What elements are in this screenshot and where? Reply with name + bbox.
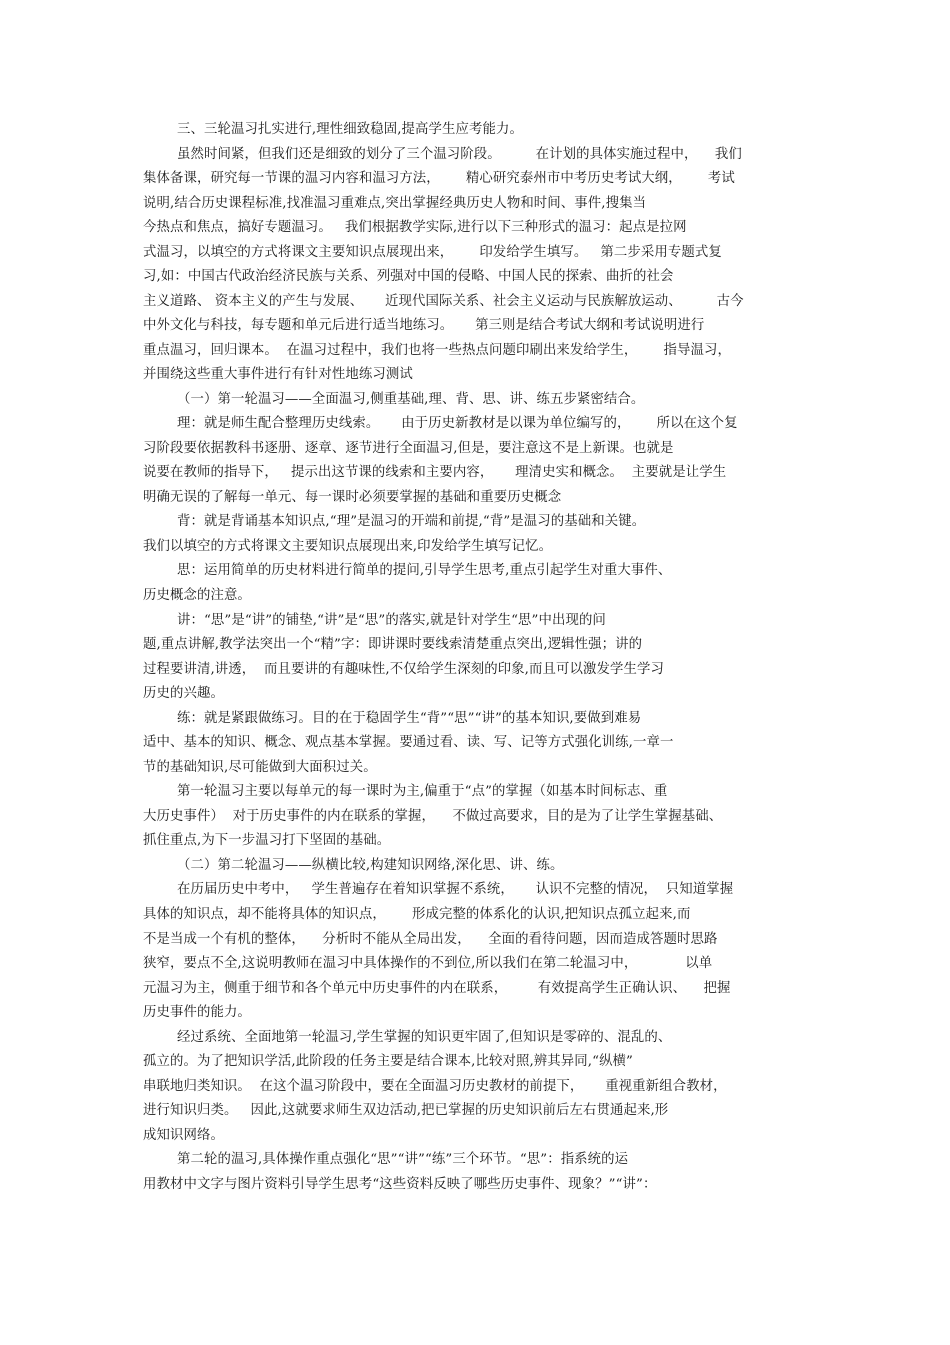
text-line: 明确无误的了解每一单元、每一课时必须要掌握的基础和重要历史概念 — [143, 490, 562, 505]
text-line: 第一轮温习主要以每单元的每一课时为主,偏重于“点”的掌握（如基本时间标志、重 — [177, 784, 668, 799]
text-line: 在历届历史中考中， 学生普遍存在着知识掌握不系统， 认识不完整的情况， 只知道掌握 — [177, 882, 734, 897]
text-line: 今热点和焦点，搞好专题温习。 我们根据教学实际,进行以下三种形式的温习：起点是拉网 — [143, 220, 687, 235]
text-line: 进行知识归类。 因此,这就要求师生双边活动,把已掌握的历史知识前后左右贯通起来,形 — [143, 1103, 669, 1118]
text-line: 狭窄，要点不全,这说明教师在温习中具体操作的不到位,所以我们在第二轮温习中， 以单 — [143, 956, 713, 971]
text-line: 不是当成一个有机的整体， 分析时不能从全局出发， 全面的看待问题，因而造成答题时思路 — [143, 932, 718, 947]
text-line: 过程要讲清,讲透， 而且要讲的有趣味性,不仅给学生深刻的印象,而且可以激发学生学习 — [143, 662, 664, 677]
text-line: 用教材中文字与图片资料引导学生思考“这些资料反映了哪些历史事件、现象？”“讲”： — [143, 1177, 657, 1192]
text-line: 式温习，以填空的方式将课文主要知识点展现出来， 印发给学生填写。 第二步采用专题式复 — [143, 245, 722, 260]
text-line: 并围绕这些重大事件进行有针对性地练习测试 — [143, 367, 413, 382]
text-line: 中外文化与科技，每专题和单元后进行适当地练习。 第三则是结合考试大纲和考试说明进行 — [143, 318, 705, 333]
section-heading: （二）第二轮温习——纵横比较,构建知识网络,深化思、讲、练。 — [177, 858, 564, 873]
text-line: 历史概念的注意。 — [143, 588, 251, 603]
text-line: 说要在教师的指导下， 提示出这节课的线索和主要内容， 理清史实和概念。 主要就是让学生 — [143, 465, 727, 480]
text-line: 历史的兴趣。 — [143, 686, 224, 701]
text-line: 讲：“思”是“讲”的铺垫,“讲”是“思”的落实,就是针对学生“思”中出现的问 — [177, 613, 606, 628]
text-line: 元温习为主，侧重于细节和各个单元中历史事件的内在联系， 有效提高学生正确认识、 把握 — [143, 981, 731, 996]
text-line: 重点温习，回归课本。 在温习过程中，我们也将一些热点问题印刷出来发给学生， 指导温习， — [143, 343, 731, 358]
text-line: 节的基础知识,尽可能做到大面积过关。 — [143, 760, 377, 775]
text-line: 具体的知识点，却不能将具体的知识点， 形成完整的体系化的认识,把知识点孤立起来,而 — [143, 907, 691, 922]
text-line: 习阶段要依据教科书逐册、逐章、逐节进行全面温习,但是，要注意这不是上新课。也就是 — [143, 441, 674, 456]
text-line: 第二轮的温习,具体操作重点强化“思”“讲”“练”三个环节。“思”：指系统的运 — [177, 1152, 629, 1167]
text-line: 习,如：中国古代政治经济民族与关系、列强对中国的侵略、中国人民的探索、曲折的社会 — [143, 269, 674, 284]
text-line: 集体备课，研究每一节课的温习内容和温习方法， 精心研究泰州市中考历史考试大纲， 考试 — [143, 171, 735, 186]
text-line: 练：就是紧跟做练习。目的在于稳固学生“背”“思”“讲”的基本知识,要做到难易 — [177, 711, 642, 726]
text-line: 串联地归类知识。 在这个温习阶段中，要在全面温习历史教材的前提下， 重视重新组合教材， — [143, 1079, 727, 1094]
text-line: 大历史事件） 对于历史事件的内在联系的掌握， 不做过高要求，目的是为了让学生掌握基础、 — [143, 809, 723, 824]
text-line: 抓住重点,为下一步温习打下坚固的基础。 — [143, 833, 391, 848]
text-line: 背：就是背诵基本知识点,“理”是温习的开端和前提,“背”是温习的基础和关键。 — [177, 514, 646, 529]
text-line: 理：就是师生配合整理历史线索。 由于历史新教材是以课为单位编写的， 所以在这个复 — [177, 416, 738, 431]
text-line: 孤立的。为了把知识学活,此阶段的任务主要是结合课本,比较对照,辨其异同,“纵横” — [143, 1054, 633, 1069]
section-heading: （一）第一轮温习——全面温习,侧重基础,理、背、思、讲、练五步紧密结合。 — [177, 392, 645, 407]
text-line: 思：运用简单的历史材料进行简单的提问,引导学生思考,重点引起学生对重大事件、 — [177, 563, 672, 578]
text-line: 题,重点讲解,教学法突出一个“精”字：即讲课时要线索清楚重点突出,逻辑性强；讲的 — [143, 637, 643, 652]
text-line: 历史事件的能力。 — [143, 1005, 251, 1020]
text-line: 经过系统、全面地第一轮温习,学生掌握的知识更牢固了,但知识是零碎的、混乱的、 — [177, 1030, 672, 1045]
text-line: 三、三轮温习扎实进行,理性细致稳固,提高学生应考能力。 — [177, 122, 523, 137]
text-line: 我们以填空的方式将课文主要知识点展现出来,印发给学生填写记忆。 — [143, 539, 553, 554]
text-line: 适中、基本的知识、概念、观点基本掌握。要通过看、读、写、记等方式强化训练,一章一 — [143, 735, 674, 750]
text-line: 虽然时间紧，但我们还是细致的划分了三个温习阶段。 在计划的具体实施过程中， 我们 — [177, 147, 742, 162]
text-line: 主义道路、 资本主义的产生与发展、 近现代国际关系、社会主义运动与民族解放运动、 古今 — [143, 294, 744, 309]
text-line: 说明,结合历史课程标准,找准温习重难点,突出掌握经典历史人物和时间、事件,搜集当 — [143, 196, 647, 211]
text-line: 成知识网络。 — [143, 1128, 224, 1143]
